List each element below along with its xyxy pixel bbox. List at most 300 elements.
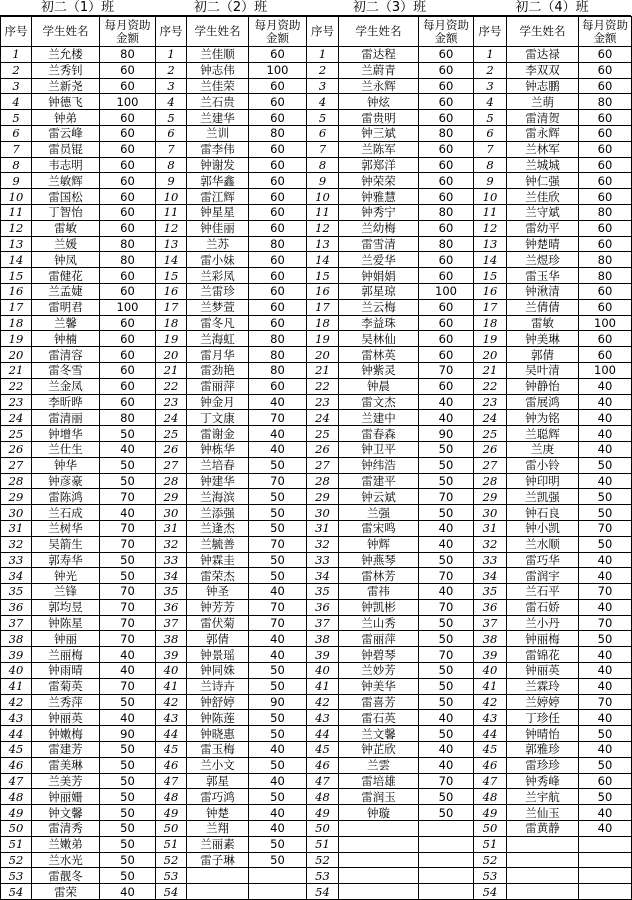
- table-row: [307, 505, 474, 521]
- row-index: 17: [156, 299, 187, 315]
- row-index: 51: [1, 836, 32, 852]
- aid-amount: 40: [249, 441, 307, 457]
- table-row: [1, 47, 156, 63]
- table-row: [474, 473, 632, 489]
- student-name: 钟美华: [339, 678, 419, 694]
- row-index: 18: [307, 315, 339, 331]
- student-name: 雷美琳: [32, 757, 100, 773]
- table-row: [1, 884, 156, 900]
- student-name: 雷清贺: [507, 110, 579, 126]
- table-row: [474, 268, 632, 284]
- row-index: 14: [307, 252, 339, 268]
- student-name: 雷小妹: [187, 252, 249, 268]
- aid-amount: 40: [419, 742, 474, 758]
- row-index: 30: [307, 505, 339, 521]
- student-name: 雷荣: [32, 884, 100, 900]
- aid-amount: [419, 852, 474, 868]
- table-row: [474, 836, 632, 852]
- table-row: [156, 615, 307, 631]
- student-name: 钟雅慧: [339, 189, 419, 205]
- student-name: 雷珍珍: [507, 757, 579, 773]
- row-index: 19: [474, 331, 507, 347]
- table-row: [474, 599, 632, 615]
- row-index: 37: [156, 615, 187, 631]
- table-row: [474, 331, 632, 347]
- student-name: 兰婷婷: [507, 694, 579, 710]
- table-row: [307, 584, 474, 600]
- aid-amount: 60: [100, 125, 156, 141]
- student-name: 兰海滨: [187, 489, 249, 505]
- student-name: 雷雪清: [339, 236, 419, 252]
- header-row: [1, 17, 156, 47]
- aid-amount: [579, 884, 632, 900]
- table-row: [307, 62, 474, 78]
- row-index: 8: [307, 157, 339, 173]
- row-index: 45: [156, 742, 187, 758]
- student-name: [507, 852, 579, 868]
- aid-amount: 60: [419, 315, 474, 331]
- class-title: 初二（1）班: [0, 0, 155, 16]
- aid-amount: 90: [100, 726, 156, 742]
- row-index: 49: [156, 805, 187, 821]
- row-index: 41: [156, 678, 187, 694]
- row-index: 30: [1, 505, 32, 521]
- row-index: 38: [1, 631, 32, 647]
- aid-amount: 60: [100, 189, 156, 205]
- aid-amount: 60: [579, 220, 632, 236]
- student-name: 兰云梅: [339, 299, 419, 315]
- row-index: 50: [1, 821, 32, 837]
- aid-amount: 100: [579, 315, 632, 331]
- table-row: [474, 236, 632, 252]
- table-row: [307, 78, 474, 94]
- class-title: 初二（4）班: [473, 0, 631, 16]
- table-row: [1, 189, 156, 205]
- aid-amount: 60: [419, 331, 474, 347]
- student-name: 雷石英: [339, 710, 419, 726]
- table-row: [1, 426, 156, 442]
- aid-amount: 70: [579, 584, 632, 600]
- student-name: 雷伏菊: [187, 615, 249, 631]
- student-name: 钟美琳: [507, 331, 579, 347]
- table-row: [474, 678, 632, 694]
- header-row: [307, 17, 474, 47]
- student-name: 丁智怡: [32, 204, 100, 220]
- table-row: [156, 426, 307, 442]
- row-index: 53: [1, 868, 32, 884]
- student-name: 兰雷珍: [187, 283, 249, 299]
- row-index: 1: [474, 47, 507, 63]
- student-name: 雷贵明: [339, 110, 419, 126]
- row-index: 43: [156, 710, 187, 726]
- aid-amount: 60: [100, 173, 156, 189]
- row-index: 5: [474, 110, 507, 126]
- row-index: 8: [1, 157, 32, 173]
- aid-amount: 50: [249, 457, 307, 473]
- row-index: 19: [1, 331, 32, 347]
- table-row: [1, 378, 156, 394]
- row-index: 13: [474, 236, 507, 252]
- student-name: 兰强: [339, 505, 419, 521]
- row-index: 1: [1, 47, 32, 63]
- aid-amount: 50: [100, 757, 156, 773]
- aid-amount: 60: [100, 268, 156, 284]
- student-name: 兰文馨: [339, 726, 419, 742]
- student-name: [507, 836, 579, 852]
- row-index: 32: [1, 536, 32, 552]
- aid-amount: 70: [100, 536, 156, 552]
- student-name: 郭雅珍: [507, 742, 579, 758]
- aid-amount: 40: [249, 631, 307, 647]
- row-index: 20: [1, 347, 32, 363]
- student-name: [187, 884, 249, 900]
- roster-table: [0, 16, 156, 900]
- table-row: [1, 457, 156, 473]
- aid-amount: 40: [579, 473, 632, 489]
- row-index: 4: [156, 94, 187, 110]
- student-name: 兰妙芳: [339, 663, 419, 679]
- row-index: 9: [1, 173, 32, 189]
- row-index: 13: [156, 236, 187, 252]
- row-index: 29: [156, 489, 187, 505]
- aid-amount: 40: [419, 520, 474, 536]
- row-index: 4: [474, 94, 507, 110]
- aid-amount: 50: [249, 852, 307, 868]
- aid-amount: 60: [419, 157, 474, 173]
- aid-amount: 70: [249, 410, 307, 426]
- table-row: [474, 663, 632, 679]
- student-name: 钟陈莲: [187, 710, 249, 726]
- aid-amount: 60: [579, 78, 632, 94]
- student-name: 丁珍任: [507, 710, 579, 726]
- aid-amount: 60: [419, 141, 474, 157]
- table-row: [307, 852, 474, 868]
- table-row: [156, 868, 307, 884]
- aid-amount: 80: [579, 204, 632, 220]
- student-name: 雷敏: [507, 315, 579, 331]
- student-name: 兰山秀: [339, 615, 419, 631]
- student-name: 兰庚: [507, 441, 579, 457]
- student-name: 兰宇航: [507, 789, 579, 805]
- aid-amount: 100: [100, 94, 156, 110]
- aid-amount: 90: [419, 426, 474, 442]
- aid-amount: 50: [249, 789, 307, 805]
- student-name: 郭均昱: [32, 599, 100, 615]
- aid-amount: 50: [419, 694, 474, 710]
- student-name: 兰仙玉: [507, 805, 579, 821]
- student-name: 兰萌: [507, 94, 579, 110]
- table-row: [156, 742, 307, 758]
- student-name: 钟志伟: [187, 62, 249, 78]
- row-index: 23: [1, 394, 32, 410]
- col-header-index: 序号: [156, 17, 187, 47]
- aid-amount: 60: [579, 773, 632, 789]
- student-name: 兰彩凤: [187, 268, 249, 284]
- table-row: [156, 94, 307, 110]
- table-row: [307, 473, 474, 489]
- table-row: [474, 615, 632, 631]
- row-index: 28: [1, 473, 32, 489]
- row-index: 45: [307, 742, 339, 758]
- aid-amount: 80: [100, 236, 156, 252]
- student-name: 钟静怡: [507, 378, 579, 394]
- aid-amount: 60: [249, 141, 307, 157]
- row-index: 38: [156, 631, 187, 647]
- student-name: 郭星琼: [339, 283, 419, 299]
- table-row: [307, 773, 474, 789]
- student-name: 雷谢金: [187, 426, 249, 442]
- table-row: [474, 647, 632, 663]
- student-name: 雷国松: [32, 189, 100, 205]
- row-index: 31: [1, 520, 32, 536]
- table-row: [156, 394, 307, 410]
- row-index: 35: [156, 584, 187, 600]
- student-name: 钟德飞: [32, 94, 100, 110]
- student-name: 钟陈星: [32, 615, 100, 631]
- student-name: 雷石娇: [507, 599, 579, 615]
- student-name: 雷幼平: [507, 220, 579, 236]
- aid-amount: 50: [579, 489, 632, 505]
- row-index: 49: [307, 805, 339, 821]
- table-row: [156, 204, 307, 220]
- row-index: 37: [474, 615, 507, 631]
- aid-amount: 70: [249, 615, 307, 631]
- aid-amount: 80: [100, 410, 156, 426]
- student-name: [187, 868, 249, 884]
- aid-amount: [419, 884, 474, 900]
- student-name: 兰建中: [339, 410, 419, 426]
- student-name: 兰煜珍: [507, 252, 579, 268]
- aid-amount: 70: [419, 362, 474, 378]
- aid-amount: 40: [579, 821, 632, 837]
- table-row: [307, 789, 474, 805]
- student-name: 钟晨: [339, 378, 419, 394]
- table-row: [307, 299, 474, 315]
- row-index: 9: [474, 173, 507, 189]
- table-row: [156, 552, 307, 568]
- row-index: 10: [474, 189, 507, 205]
- class-block-2: [155, 0, 306, 900]
- student-name: 钟景瑶: [187, 647, 249, 663]
- roster-table: [473, 16, 632, 900]
- aid-amount: [249, 884, 307, 900]
- student-name: 兰蔚青: [339, 62, 419, 78]
- row-index: 27: [307, 457, 339, 473]
- student-name: [507, 868, 579, 884]
- row-index: 11: [474, 204, 507, 220]
- table-row: [156, 647, 307, 663]
- row-index: 52: [1, 852, 32, 868]
- student-name: 雷明君: [32, 299, 100, 315]
- student-name: 雷小铃: [507, 457, 579, 473]
- aid-amount: 40: [249, 426, 307, 442]
- table-row: [307, 378, 474, 394]
- row-index: 35: [1, 584, 32, 600]
- aid-amount: 40: [100, 884, 156, 900]
- table-row: [307, 663, 474, 679]
- row-index: 47: [474, 773, 507, 789]
- student-name: 兰秀萍: [32, 694, 100, 710]
- aid-amount: 50: [579, 536, 632, 552]
- aid-amount: 80: [419, 125, 474, 141]
- aid-amount: 50: [579, 631, 632, 647]
- table-row: [307, 726, 474, 742]
- row-index: 6: [156, 125, 187, 141]
- row-index: 24: [307, 410, 339, 426]
- aid-amount: 40: [579, 663, 632, 679]
- student-name: 兰苏: [187, 236, 249, 252]
- student-name: 兰新尧: [32, 78, 100, 94]
- aid-amount: 50: [419, 457, 474, 473]
- row-index: 54: [474, 884, 507, 900]
- table-row: [307, 678, 474, 694]
- aid-amount: 40: [249, 394, 307, 410]
- row-index: 48: [307, 789, 339, 805]
- table-row: [474, 362, 632, 378]
- row-index: 54: [156, 884, 187, 900]
- student-name: 雷春森: [339, 426, 419, 442]
- table-row: [307, 268, 474, 284]
- row-index: 22: [474, 378, 507, 394]
- row-index: 1: [156, 47, 187, 63]
- student-name: 雷陈鸿: [32, 489, 100, 505]
- aid-amount: 60: [100, 110, 156, 126]
- row-index: 36: [474, 599, 507, 615]
- aid-amount: 60: [100, 141, 156, 157]
- student-name: 郭郑洋: [339, 157, 419, 173]
- aid-amount: [419, 836, 474, 852]
- student-name: 钟弟: [32, 110, 100, 126]
- aid-amount: 70: [419, 489, 474, 505]
- row-index: 52: [307, 852, 339, 868]
- table-row: [474, 299, 632, 315]
- aid-amount: 60: [579, 236, 632, 252]
- student-name: 雷建芳: [32, 742, 100, 758]
- row-index: 1: [307, 47, 339, 63]
- student-name: 钟芷欣: [339, 742, 419, 758]
- aid-amount: 60: [419, 268, 474, 284]
- table-row: [1, 615, 156, 631]
- row-index: 29: [307, 489, 339, 505]
- row-index: 42: [1, 694, 32, 710]
- table-row: [307, 489, 474, 505]
- table-row: [307, 884, 474, 900]
- table-row: [1, 62, 156, 78]
- aid-amount: 60: [579, 299, 632, 315]
- table-row: [307, 631, 474, 647]
- aid-amount: 50: [419, 441, 474, 457]
- aid-amount: 50: [249, 726, 307, 742]
- table-row: [1, 110, 156, 126]
- student-name: 钟湫清: [507, 283, 579, 299]
- aid-amount: 70: [249, 599, 307, 615]
- student-name: 钟丽英: [32, 710, 100, 726]
- table-row: [156, 347, 307, 363]
- aid-amount: 50: [419, 678, 474, 694]
- aid-amount: 70: [100, 520, 156, 536]
- table-row: [307, 821, 474, 837]
- row-index: 34: [1, 568, 32, 584]
- aid-amount: [579, 868, 632, 884]
- row-index: 12: [1, 220, 32, 236]
- table-row: [156, 489, 307, 505]
- row-index: 53: [474, 868, 507, 884]
- table-row: [156, 599, 307, 615]
- aid-amount: 40: [579, 805, 632, 821]
- table-row: [1, 94, 156, 110]
- student-name: 雷清容: [32, 347, 100, 363]
- row-index: 49: [474, 805, 507, 821]
- student-name: 雷玉华: [507, 268, 579, 284]
- aid-amount: 50: [419, 789, 474, 805]
- student-name: 雷健花: [32, 268, 100, 284]
- row-index: 39: [307, 647, 339, 663]
- student-name: 兰金凤: [32, 378, 100, 394]
- aid-amount: 50: [419, 726, 474, 742]
- aid-amount: 60: [249, 220, 307, 236]
- row-index: 41: [307, 678, 339, 694]
- student-name: 钟楠: [32, 331, 100, 347]
- row-index: 43: [1, 710, 32, 726]
- student-name: 兰永辉: [339, 78, 419, 94]
- table-row: [474, 173, 632, 189]
- aid-amount: 60: [419, 252, 474, 268]
- row-index: 34: [156, 568, 187, 584]
- row-index: 22: [307, 378, 339, 394]
- row-index: 32: [474, 536, 507, 552]
- row-index: 7: [1, 141, 32, 157]
- aid-amount: 60: [579, 157, 632, 173]
- table-row: [156, 157, 307, 173]
- row-index: 30: [156, 505, 187, 521]
- student-name: 兰馨: [32, 315, 100, 331]
- table-row: [156, 173, 307, 189]
- student-name: 钟星星: [187, 204, 249, 220]
- aid-amount: 60: [419, 189, 474, 205]
- table-row: [1, 789, 156, 805]
- aid-amount: 70: [100, 584, 156, 600]
- table-row: [1, 347, 156, 363]
- table-row: [1, 331, 156, 347]
- table-row: [307, 141, 474, 157]
- table-row: [474, 220, 632, 236]
- row-index: 20: [156, 347, 187, 363]
- table-row: [474, 141, 632, 157]
- student-name: 钟紫灵: [339, 362, 419, 378]
- row-index: 18: [156, 315, 187, 331]
- student-name: 兰诗卉: [187, 678, 249, 694]
- row-index: 25: [156, 426, 187, 442]
- student-name: 兰梦萱: [187, 299, 249, 315]
- row-index: 6: [307, 125, 339, 141]
- row-index: 7: [307, 141, 339, 157]
- table-row: [1, 805, 156, 821]
- student-name: 雷玉梅: [187, 742, 249, 758]
- aid-amount: 40: [249, 584, 307, 600]
- student-name: 郭倩: [187, 631, 249, 647]
- table-row: [1, 599, 156, 615]
- table-row: [156, 505, 307, 521]
- student-name: 钟楚: [187, 805, 249, 821]
- table-row: [1, 631, 156, 647]
- table-row: [156, 78, 307, 94]
- table-row: [474, 489, 632, 505]
- student-name: 雷巧鸿: [187, 789, 249, 805]
- aid-amount: 80: [579, 268, 632, 284]
- student-name: 兰霖玲: [507, 678, 579, 694]
- table-row: [1, 252, 156, 268]
- student-name: 兰幼梅: [339, 220, 419, 236]
